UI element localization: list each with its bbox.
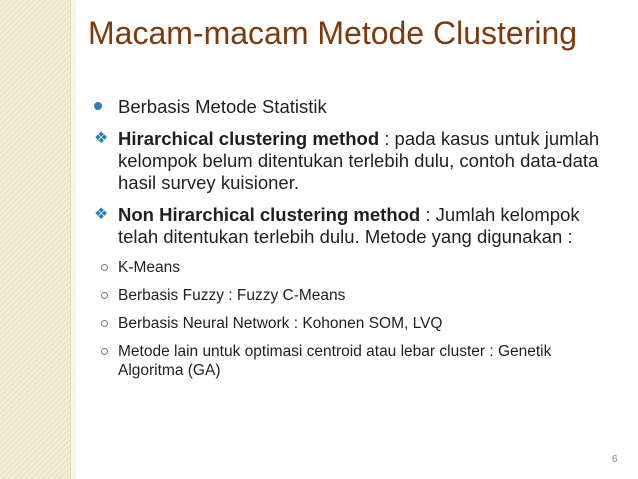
sub-bullet-text: Berbasis Fuzzy : Fuzzy C-Means [118,287,346,304]
bullet-bold-text: Non Hirarchical clustering method [118,204,421,225]
sub-bullet-item [88,258,608,277]
bullet-text: Berbasis Metode Statistik [118,96,327,117]
bullet-bold-text: Hirarchical clustering method [118,128,380,149]
sub-bullet-item [88,342,608,380]
sub-bullet-list [88,258,608,380]
four-diamond-bullet-icon: ❖ [94,130,109,147]
ring-bullet-icon [101,320,108,327]
bullet-item-non-hirarchical [88,204,608,248]
decorative-side-divider [70,0,76,479]
ring-bullet-icon [101,264,108,271]
sub-bullet-text: Metode lain untuk optimasi centroid atau lebar cluster : Genetik Algoritma (GA) [118,343,552,379]
bullet-text: : pada kasus untuk jumlah kelompok belum ditentukan terlebih dulu, contoh data-data hasil survey kuisioner. [118,128,600,193]
bullet-text: : Jumlah kelompok telah ditentukan terlebih dulu. Metode yang digunakan : [118,204,580,247]
slide-title: Macam-macam Metode Clustering [88,15,578,51]
bullet-item-statistik [88,96,608,118]
filled-circle-bullet-icon [94,102,102,110]
bullet-item-hirarchical [88,128,608,194]
sub-bullet-item [88,286,608,305]
sub-bullet-text: Berbasis Neural Network : Kohonen SOM, LVQ [118,315,443,332]
page-number: 6 [612,454,618,465]
ring-bullet-icon [101,348,108,355]
four-diamond-bullet-icon: ❖ [94,206,109,223]
sub-bullet-text: K-Means [118,259,181,276]
decorative-side-stripe [0,0,70,479]
slide-content [88,96,608,389]
sub-bullet-item [88,314,608,333]
ring-bullet-icon [101,292,108,299]
